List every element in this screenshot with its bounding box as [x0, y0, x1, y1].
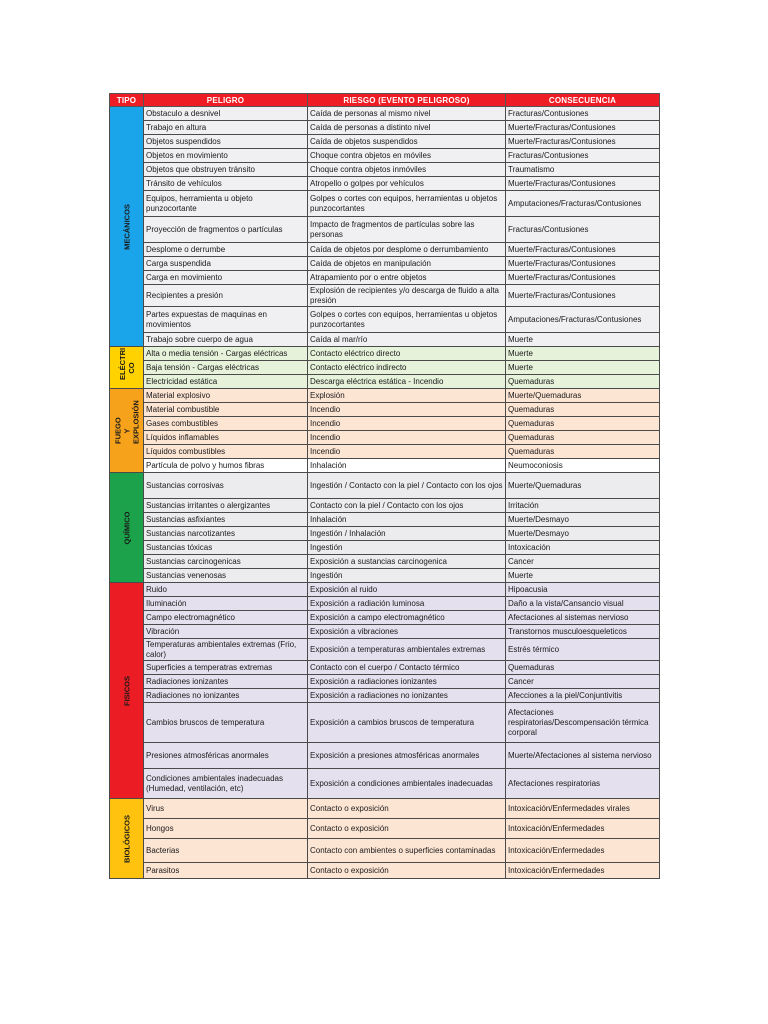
peligro-cell: Sustancias carcinogenicas [144, 555, 308, 569]
table-row [110, 431, 660, 445]
peligro-cell: Parasitos [144, 863, 308, 879]
table-row [110, 839, 660, 863]
peligro-cell: Campo electromagnético [144, 611, 308, 625]
table-row [110, 639, 660, 661]
consecuencia-cell: Muerte/Fracturas/Contusiones [506, 121, 660, 135]
peligro-cell: Temperaturas ambientales extremas (Frio, calor) [144, 639, 308, 661]
riesgo-cell: Inhalación [308, 513, 506, 527]
peligro-cell: Gases combustibles [144, 417, 308, 431]
peligro-cell: Trabajo sobre cuerpo de agua [144, 333, 308, 347]
header-riesgo: RIESGO (EVENTO PELIGROSO) [308, 94, 506, 107]
table-row [110, 661, 660, 675]
consecuencia-cell: Afectaciones respiratorias [506, 769, 660, 799]
table-row [110, 149, 660, 163]
consecuencia-cell: Muerte/Desmayo [506, 513, 660, 527]
riesgo-cell: Atrapamiento por o entre objetos [308, 271, 506, 285]
consecuencia-cell: Muerte/Quemaduras [506, 389, 660, 403]
riesgo-cell: Caída de objetos suspendidos [308, 135, 506, 149]
consecuencia-cell: Muerte [506, 333, 660, 347]
table-body [110, 107, 660, 879]
consecuencia-cell: Fracturas/Contusiones [506, 217, 660, 243]
consecuencia-cell: Irritación [506, 499, 660, 513]
table-row [110, 375, 660, 389]
peligro-cell: Proyección de fragmentos o partículas [144, 217, 308, 243]
peligro-cell: Sustancias tóxicas [144, 541, 308, 555]
table-row [110, 389, 660, 403]
table-row [110, 527, 660, 541]
riesgo-cell: Atropello o golpes por vehículos [308, 177, 506, 191]
consecuencia-cell: Quemaduras [506, 403, 660, 417]
consecuencia-cell: Intoxicación/Enfermedades virales [506, 799, 660, 819]
riesgo-cell: Incendio [308, 417, 506, 431]
riesgo-cell: Ingestión / Inhalación [308, 527, 506, 541]
peligro-cell: Carga suspendida [144, 257, 308, 271]
table-row [110, 863, 660, 879]
riesgo-cell: Contacto o exposición [308, 819, 506, 839]
peligro-cell: Radiaciones no ionizantes [144, 689, 308, 703]
riesgo-cell: Exposición a cambios bruscos de temperatura [308, 703, 506, 743]
table-row [110, 177, 660, 191]
riesgo-cell: Exposición a temperaturas ambientales extremas [308, 639, 506, 661]
riesgo-cell: Explosión de recipientes y/o descarga de fluido a alta presión [308, 285, 506, 307]
consecuencia-cell: Muerte [506, 569, 660, 583]
riesgo-cell: Exposición a presiones atmosféricas anormales [308, 743, 506, 769]
table-row [110, 473, 660, 499]
header-tipo: TIPO [110, 94, 144, 107]
table-row [110, 417, 660, 431]
peligro-cell: Ruido [144, 583, 308, 597]
table-row [110, 107, 660, 121]
peligro-cell: Tránsito de vehículos [144, 177, 308, 191]
consecuencia-cell: Hipoacusia [506, 583, 660, 597]
hazard-table [109, 93, 660, 879]
riesgo-cell: Incendio [308, 403, 506, 417]
table-row [110, 611, 660, 625]
type-cell-biologicos [110, 799, 144, 879]
riesgo-cell: Exposición a sustancias carcinogenica [308, 555, 506, 569]
table-row [110, 217, 660, 243]
riesgo-cell: Explosión [308, 389, 506, 403]
peligro-cell: Sustancias asfixiantes [144, 513, 308, 527]
consecuencia-cell: Fracturas/Contusiones [506, 107, 660, 121]
consecuencia-cell: Quemaduras [506, 375, 660, 389]
table-row [110, 555, 660, 569]
consecuencia-cell: Muerte [506, 361, 660, 375]
table-row [110, 703, 660, 743]
table-row [110, 597, 660, 611]
riesgo-cell: Ingestión [308, 569, 506, 583]
type-label: BIOLÓGICOS [122, 814, 131, 863]
peligro-cell: Presiones atmosféricas anormales [144, 743, 308, 769]
peligro-cell: Obstaculo a desnivel [144, 107, 308, 121]
riesgo-cell: Ingestión / Contacto con la piel / Contacto con los ojos [308, 473, 506, 499]
consecuencia-cell: Fracturas/Contusiones [506, 149, 660, 163]
peligro-cell: Vibración [144, 625, 308, 639]
riesgo-cell: Golpes o cortes con equipos, herramientas u objetos punzocortantes [308, 307, 506, 333]
riesgo-cell: Exposición a campo electromagnético [308, 611, 506, 625]
peligro-cell: Hongos [144, 819, 308, 839]
table-row [110, 135, 660, 149]
table-row [110, 799, 660, 819]
table-row [110, 333, 660, 347]
riesgo-cell: Golpes o cortes con equipos, herramientas u objetos punzocortantes [308, 191, 506, 217]
consecuencia-cell: Quemaduras [506, 417, 660, 431]
consecuencia-cell: Neumoconiosis [506, 459, 660, 473]
type-cell-quimico [110, 473, 144, 583]
riesgo-cell: Incendio [308, 445, 506, 459]
consecuencia-cell: Muerte/Fracturas/Contusiones [506, 285, 660, 307]
peligro-cell: Sustancias venenosas [144, 569, 308, 583]
consecuencia-cell: Traumatismo [506, 163, 660, 177]
peligro-cell: Líquidos inflamables [144, 431, 308, 445]
riesgo-cell: Contacto con la piel / Contacto con los ojos [308, 499, 506, 513]
table-row [110, 361, 660, 375]
peligro-cell: Sustancias corrosivas [144, 473, 308, 499]
riesgo-cell: Caída de objetos en manipulación [308, 257, 506, 271]
peligro-cell: Recipientes a presión [144, 285, 308, 307]
type-label: ELÉCTRI CO [117, 347, 136, 380]
consecuencia-cell: Estrés térmico [506, 639, 660, 661]
riesgo-cell: Contacto con el cuerpo / Contacto térmico [308, 661, 506, 675]
riesgo-cell: Exposición al ruido [308, 583, 506, 597]
header-peligro: PELIGRO [144, 94, 308, 107]
peligro-cell: Partes expuestas de maquinas en movimientos [144, 307, 308, 333]
riesgo-cell: Exposición a condiciones ambientales inadecuadas [308, 769, 506, 799]
riesgo-cell: Caída de objetos por desplome o derrumbamiento [308, 243, 506, 257]
peligro-cell: Partícula de polvo y humos fibras [144, 459, 308, 473]
type-label: FUEGO Y EXPLOSIÓN [113, 399, 140, 444]
table-row [110, 459, 660, 473]
table-row [110, 271, 660, 285]
consecuencia-cell: Cancer [506, 675, 660, 689]
riesgo-cell: Impacto de fragmentos de partículas sobre las personas [308, 217, 506, 243]
consecuencia-cell: Muerte [506, 347, 660, 361]
riesgo-cell: Contacto o exposición [308, 863, 506, 879]
peligro-cell: Baja tensión - Cargas eléctricas [144, 361, 308, 375]
peligro-cell: Virus [144, 799, 308, 819]
peligro-cell: Trabajo en altura [144, 121, 308, 135]
table-row [110, 569, 660, 583]
consecuencia-cell: Quemaduras [506, 431, 660, 445]
consecuencia-cell: Intoxicación [506, 541, 660, 555]
consecuencia-cell: Muerte/Desmayo [506, 527, 660, 541]
table-row [110, 347, 660, 361]
consecuencia-cell: Afecciones a la piel/Conjuntivitis [506, 689, 660, 703]
header-consecuencia: CONSECUENCIA [506, 94, 660, 107]
table-row [110, 307, 660, 333]
riesgo-cell: Contacto eléctrico directo [308, 347, 506, 361]
consecuencia-cell: Cancer [506, 555, 660, 569]
consecuencia-cell: Muerte/Quemaduras [506, 473, 660, 499]
peligro-cell: Sustancias irritantes o alergizantes [144, 499, 308, 513]
consecuencia-cell: Muerte/Fracturas/Contusiones [506, 177, 660, 191]
riesgo-cell: Contacto con ambientes o superficies contaminadas [308, 839, 506, 863]
consecuencia-cell: Daño a la vista/Cansancio visual [506, 597, 660, 611]
riesgo-cell: Exposición a vibraciones [308, 625, 506, 639]
peligro-cell: Bacterias [144, 839, 308, 863]
table-row [110, 243, 660, 257]
type-label: MECÁNICOS [122, 203, 131, 250]
peligro-cell: Equipos, herramienta u objeto punzocortante [144, 191, 308, 217]
table-row [110, 163, 660, 177]
table-row [110, 743, 660, 769]
peligro-cell: Líquidos combustibles [144, 445, 308, 459]
consecuencia-cell: Intoxicación/Enfermedades [506, 819, 660, 839]
table-row [110, 583, 660, 597]
riesgo-cell: Exposición a radiaciones no ionizantes [308, 689, 506, 703]
riesgo-cell: Descarga eléctrica estática - Incendio [308, 375, 506, 389]
type-cell-mecanicos [110, 107, 144, 347]
table-row [110, 675, 660, 689]
table-row [110, 625, 660, 639]
riesgo-cell: Exposición a radiaciones ionizantes [308, 675, 506, 689]
consecuencia-cell: Amputaciones/Fracturas/Contusiones [506, 191, 660, 217]
type-label: FISICOS [122, 675, 131, 706]
peligro-cell: Iluminación [144, 597, 308, 611]
peligro-cell: Condiciones ambientales inadecuadas (Humedad, ventilación, etc) [144, 769, 308, 799]
peligro-cell: Objetos que obstruyen tránsito [144, 163, 308, 177]
consecuencia-cell: Muerte/Fracturas/Contusiones [506, 271, 660, 285]
table-row [110, 769, 660, 799]
table-row [110, 541, 660, 555]
peligro-cell: Objetos en movimiento [144, 149, 308, 163]
table-header-row [110, 94, 660, 107]
type-label: QUÍMICO [122, 511, 131, 544]
table-row [110, 499, 660, 513]
table-row [110, 257, 660, 271]
table-row [110, 403, 660, 417]
riesgo-cell: Incendio [308, 431, 506, 445]
riesgo-cell: Choque contra objetos inmóviles [308, 163, 506, 177]
riesgo-cell: Choque contra objetos en móviles [308, 149, 506, 163]
table-row [110, 819, 660, 839]
peligro-cell: Carga en movimiento [144, 271, 308, 285]
riesgo-cell: Caída de personas a distinto nivel [308, 121, 506, 135]
type-cell-fuego [110, 389, 144, 473]
consecuencia-cell: Amputaciones/Fracturas/Contusiones [506, 307, 660, 333]
consecuencia-cell: Intoxicación/Enfermedades [506, 863, 660, 879]
peligro-cell: Objetos suspendidos [144, 135, 308, 149]
peligro-cell: Cambios bruscos de temperatura [144, 703, 308, 743]
riesgo-cell: Contacto o exposición [308, 799, 506, 819]
consecuencia-cell: Afectaciones respiratorias/Descompensación térmica corporal [506, 703, 660, 743]
riesgo-cell: Inhalación [308, 459, 506, 473]
peligro-cell: Superficies a temperatras extremas [144, 661, 308, 675]
table-row [110, 285, 660, 307]
table-row [110, 445, 660, 459]
peligro-cell: Electricidad estática [144, 375, 308, 389]
peligro-cell: Material combustible [144, 403, 308, 417]
peligro-cell: Material explosivo [144, 389, 308, 403]
consecuencia-cell: Intoxicación/Enfermedades [506, 839, 660, 863]
consecuencia-cell: Transtornos musculoesqueleticos [506, 625, 660, 639]
peligro-cell: Sustancias narcotizantes [144, 527, 308, 541]
peligro-cell: Radiaciones ionizantes [144, 675, 308, 689]
table-row [110, 689, 660, 703]
consecuencia-cell: Muerte/Afectaciones al sistema nervioso [506, 743, 660, 769]
riesgo-cell: Exposición a radiación luminosa [308, 597, 506, 611]
type-cell-fisicos [110, 583, 144, 799]
consecuencia-cell: Muerte/Fracturas/Contusiones [506, 243, 660, 257]
type-cell-electrico [110, 347, 144, 389]
peligro-cell: Desplome o derrumbe [144, 243, 308, 257]
table-row [110, 191, 660, 217]
table-row [110, 513, 660, 527]
riesgo-cell: Caída de personas al mismo nivel [308, 107, 506, 121]
peligro-cell: Alta o media tensión - Cargas eléctricas [144, 347, 308, 361]
consecuencia-cell: Afectaciones al sistemas nervioso [506, 611, 660, 625]
table-row [110, 121, 660, 135]
consecuencia-cell: Muerte/Fracturas/Contusiones [506, 257, 660, 271]
riesgo-cell: Caída al mar/río [308, 333, 506, 347]
consecuencia-cell: Quemaduras [506, 661, 660, 675]
riesgo-cell: Contacto eléctrico indirecto [308, 361, 506, 375]
consecuencia-cell: Quemaduras [506, 445, 660, 459]
consecuencia-cell: Muerte/Fracturas/Contusiones [506, 135, 660, 149]
riesgo-cell: Ingestión [308, 541, 506, 555]
